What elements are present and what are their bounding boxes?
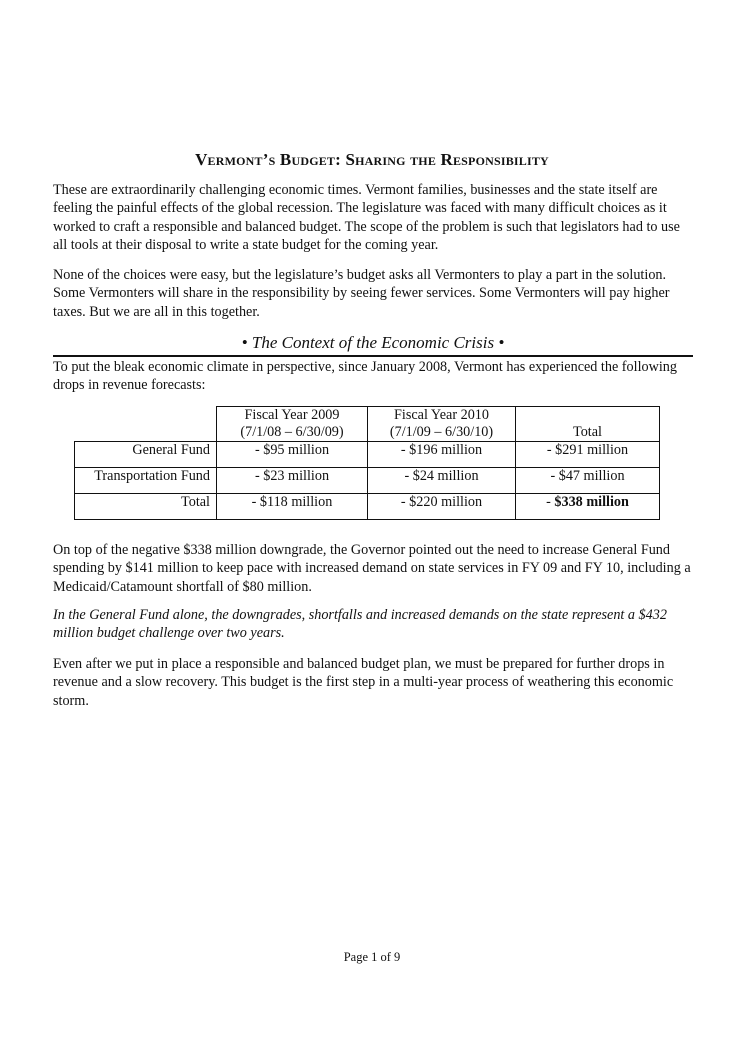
intro-paragraph-1: These are extraordinarily challenging economic times. Vermont families, businesses and the state itself are feeling the painful effects of the global recession. The legislature was faced with many difficult choices as it worked to craft a responsible and balanced budget. The scope of the problem is such that legislators had to use all tools at their disposal to write a state budget for the coming year. [53,182,680,253]
cell-fy2010: - $24 million [368,468,516,494]
cell-total-bold: $338 million [554,494,629,510]
header-fy2010-line2: (7/1/09 – 6/30/10) [389,424,494,440]
row-label: General Fund [75,442,217,468]
cell-fy2009: - $23 million [217,468,368,494]
closing-paragraph-1: On top of the negative $338 million downgrade, the Governor pointed out the need to increase General Fund spending by $141 million to keep pace with increased demand on state services in FY 09 and FY 10, including a Medicaid/Catamount shortfall of $80 million. [53,542,691,595]
table-row [75,468,660,494]
header-fy2009 [217,407,368,442]
cell-fy2009: - $95 million [217,442,368,468]
header-fy2009-line1: Fiscal Year 2009 [244,407,340,423]
cell-fy2010: - $220 million [368,494,516,520]
closing-paragraph-3: Even after we put in place a responsible and balanced budget plan, we must be prepared for further drops in revenue and a slow recovery. This budget is the first step in a multi-year process of weathering this economic storm. [53,656,674,709]
row-label: Transportation Fund [75,468,217,494]
header-fy2010-line1: Fiscal Year 2010 [394,407,489,423]
revenue-drop-table [74,406,660,520]
table-row [75,494,660,520]
closing-paragraph-italic: In the General Fund alone, the downgrades, shortfalls and increased demands on the state represent a $432 million budget challenge over two years. [53,607,667,642]
header-total-label: Total [573,424,602,440]
cell-total [516,494,660,520]
table-header-row [75,407,660,442]
intro-paragraph-2: None of the choices were easy, but the legislature’s budget asks all Vermonters to play a part in the solution. Some Vermonters will share in the responsibility by seeing fewer services. Some Vermonters will pay higher taxes. But we are all in this together. [53,267,670,320]
cell-total-prefix: - [546,494,555,510]
page-number: Page 1 of 9 [343,950,401,964]
row-label: Total [75,494,217,520]
table-header-blank [75,407,217,442]
cell-fy2009: - $118 million [217,494,368,520]
table-row [75,442,660,468]
cell-total: - $291 million [516,442,660,468]
header-fy2009-line2: (7/1/08 – 6/30/09) [240,424,344,440]
page-title: Vermont’s Budget: Sharing the Responsibility [195,150,549,169]
section-heading: • The Context of the Economic Crisis • [53,333,693,357]
header-fy2010 [368,407,516,442]
header-total [516,407,660,442]
cell-fy2010: - $196 million [368,442,516,468]
context-paragraph: To put the bleak economic climate in perspective, since January 2008, Vermont has experienced the following drops in revenue forecasts: [53,359,677,394]
cell-total: - $47 million [516,468,660,494]
